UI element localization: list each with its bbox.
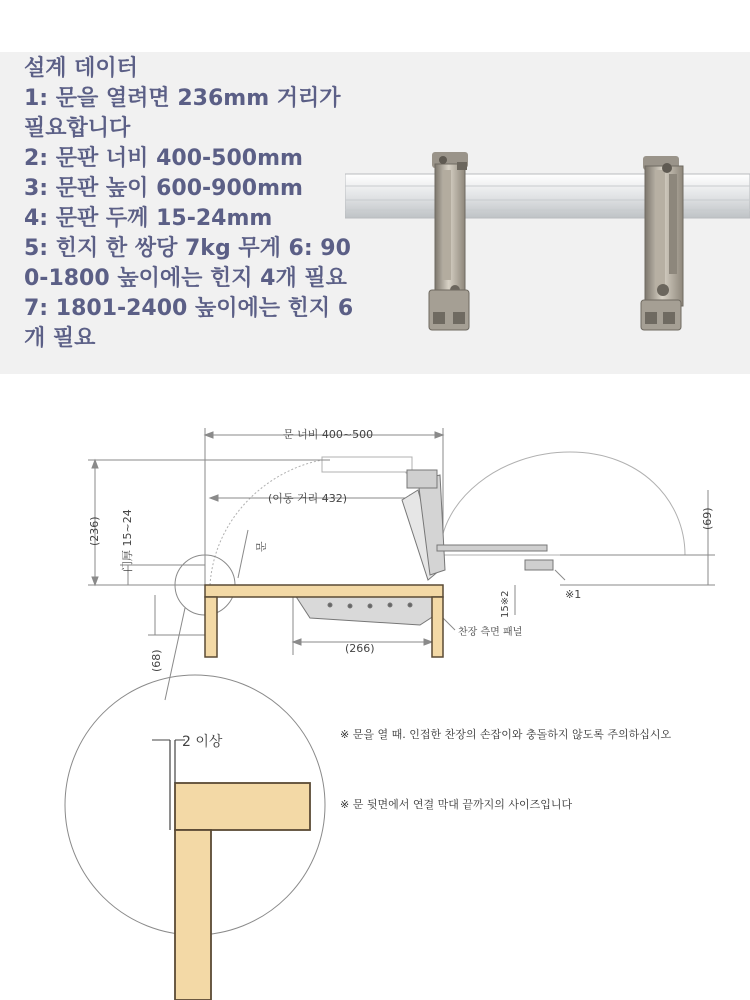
note-collision: ※ 문을 열 때. 인접한 찬장의 손잡이와 충돌하지 않도록 주의하십시오 (340, 728, 672, 741)
dim-15-label: 15※2 (500, 590, 511, 618)
spec-line: 2: 문판 너비 400-500mm (24, 146, 303, 171)
cabinet-right-side-panel (432, 597, 443, 657)
height-68-label: (68) (150, 649, 163, 672)
cabinet-top-panel (205, 585, 443, 597)
height-236-label: (236) (88, 516, 101, 546)
width-266-label: (266) (345, 642, 375, 655)
door-width-label: 문 너비 400~500 (283, 428, 374, 441)
left-hinge (429, 152, 469, 330)
door-label: 문 (255, 541, 268, 552)
right-hinge (641, 156, 683, 330)
detail-joint (152, 740, 310, 1000)
cabinet-left-side-panel (205, 597, 217, 657)
travel-distance-label: (이동 거리 432) (268, 492, 348, 505)
aluminium-rail (345, 174, 750, 218)
spec-line: 7: 1801-2400 높이에는 힌지 6 (24, 296, 354, 321)
note-size: ※ 문 뒷면에서 연결 막대 끝까지의 사이즈입니다 (340, 798, 573, 811)
side-panel-label: 찬장 측면 패널 (458, 627, 523, 638)
spec-line: 필요합니다 (24, 116, 131, 141)
mark-1-label: ※1 (565, 588, 582, 601)
spec-line: 0-1800 높이에는 힌지 4개 필요 (24, 266, 347, 291)
door-thickness-label: 门厚 15~24 (121, 509, 134, 572)
hinge-product-photo (345, 140, 750, 355)
technical-drawing (0, 380, 750, 1000)
spec-line: 5: 힌지 한 쌍당 7kg 무게 6: 90 (24, 236, 351, 261)
spec-title: 설계 데이터 (24, 56, 138, 81)
spec-line: 개 필요 (24, 326, 96, 351)
spec-line: 3: 문판 높이 600-900mm (24, 176, 303, 201)
min-gap-label: 2 이상 (182, 734, 223, 750)
door-swing-arc (210, 458, 340, 585)
open-door-arc (440, 452, 685, 555)
spec-line: 1: 문을 열려면 236mm 거리가 (24, 86, 341, 111)
height-69-label: (69) (701, 507, 714, 530)
spec-line: 4: 문판 두께 15-24mm (24, 206, 273, 231)
design-data-text (24, 54, 384, 354)
